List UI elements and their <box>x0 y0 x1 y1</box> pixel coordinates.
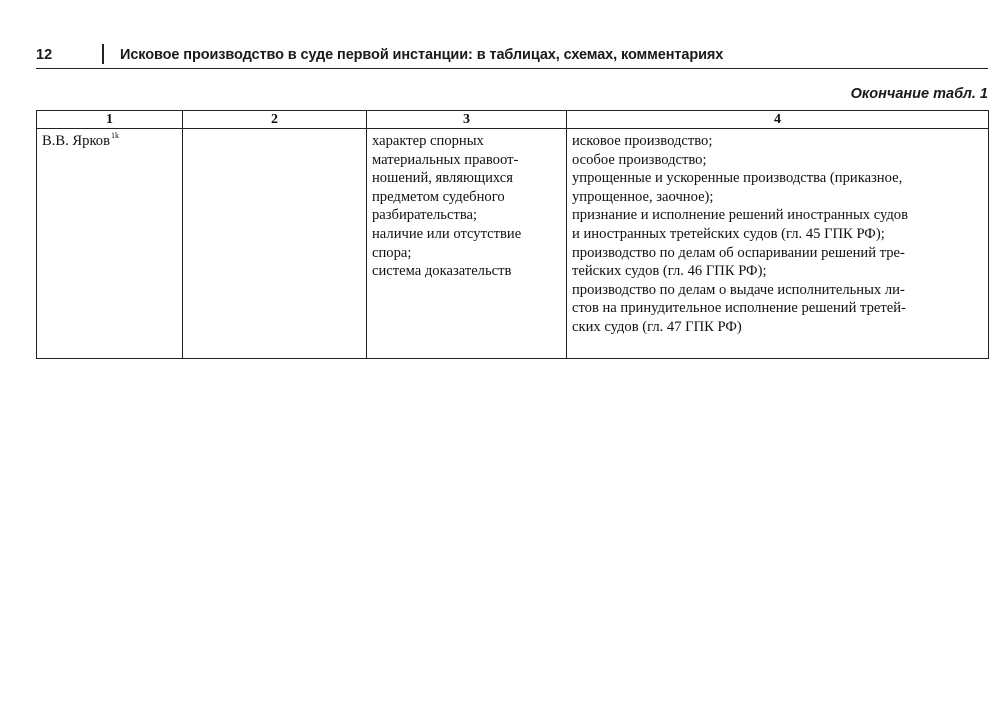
cell-line: стов на принудительное исполнение решений третей- <box>572 300 906 317</box>
author-name: В.В. Ярков <box>42 133 110 149</box>
criteria-cell <box>367 129 567 359</box>
cell-line: исковое производство; <box>572 133 713 149</box>
table-header-row <box>37 111 989 129</box>
column-header-1: 1 <box>37 111 183 129</box>
running-title: Исковое производство в суде первой инстанции: в таблицах, схемах, комментариях <box>120 47 724 63</box>
cell-line: упрощенное, заочное); <box>572 188 714 205</box>
proceedings-cell <box>567 129 989 359</box>
cell-line: наличие или отсутствие <box>372 225 522 242</box>
cell-line: предметом судебного <box>372 188 505 205</box>
running-header <box>36 44 988 69</box>
data-table <box>36 110 989 359</box>
cell-line: спора; <box>372 244 412 261</box>
column-header-3: 3 <box>367 111 567 129</box>
table-caption: Окончание табл. 1 <box>850 86 988 102</box>
cell-line: и иностранных третейских судов (гл. 45 ГПК РФ); <box>572 225 885 242</box>
cell-line: характер спорных <box>372 133 484 149</box>
table-row <box>37 129 989 359</box>
cell-line: разбирательства; <box>372 207 478 224</box>
cell-line: особое производство; <box>572 151 707 168</box>
cell-line: производство по делам о выдаче исполнительных ли- <box>572 281 905 298</box>
cell-line: тейских судов (гл. 46 ГПК РФ); <box>572 263 767 280</box>
cell-line: система доказательств <box>372 263 512 280</box>
cell-line: ских судов (гл. 47 ГПК РФ) <box>572 318 742 335</box>
page-number: 12 <box>36 47 53 63</box>
cell-line: материальных правоот- <box>372 151 519 168</box>
header-separator <box>102 44 104 64</box>
column-header-4: 4 <box>567 111 989 129</box>
cell-line: упрощенные и ускоренные производства (приказное, <box>572 170 903 187</box>
column-header-2: 2 <box>183 111 367 129</box>
cell-line: ношений, являющихся <box>372 170 513 187</box>
cell-line: признание и исполнение решений иностранных судов <box>572 207 908 224</box>
empty-cell <box>183 129 367 359</box>
cell-line: производство по делам об оспаривании решений тре- <box>572 244 905 261</box>
author-cell <box>37 129 183 359</box>
footnote-marker: 1k <box>110 131 119 140</box>
